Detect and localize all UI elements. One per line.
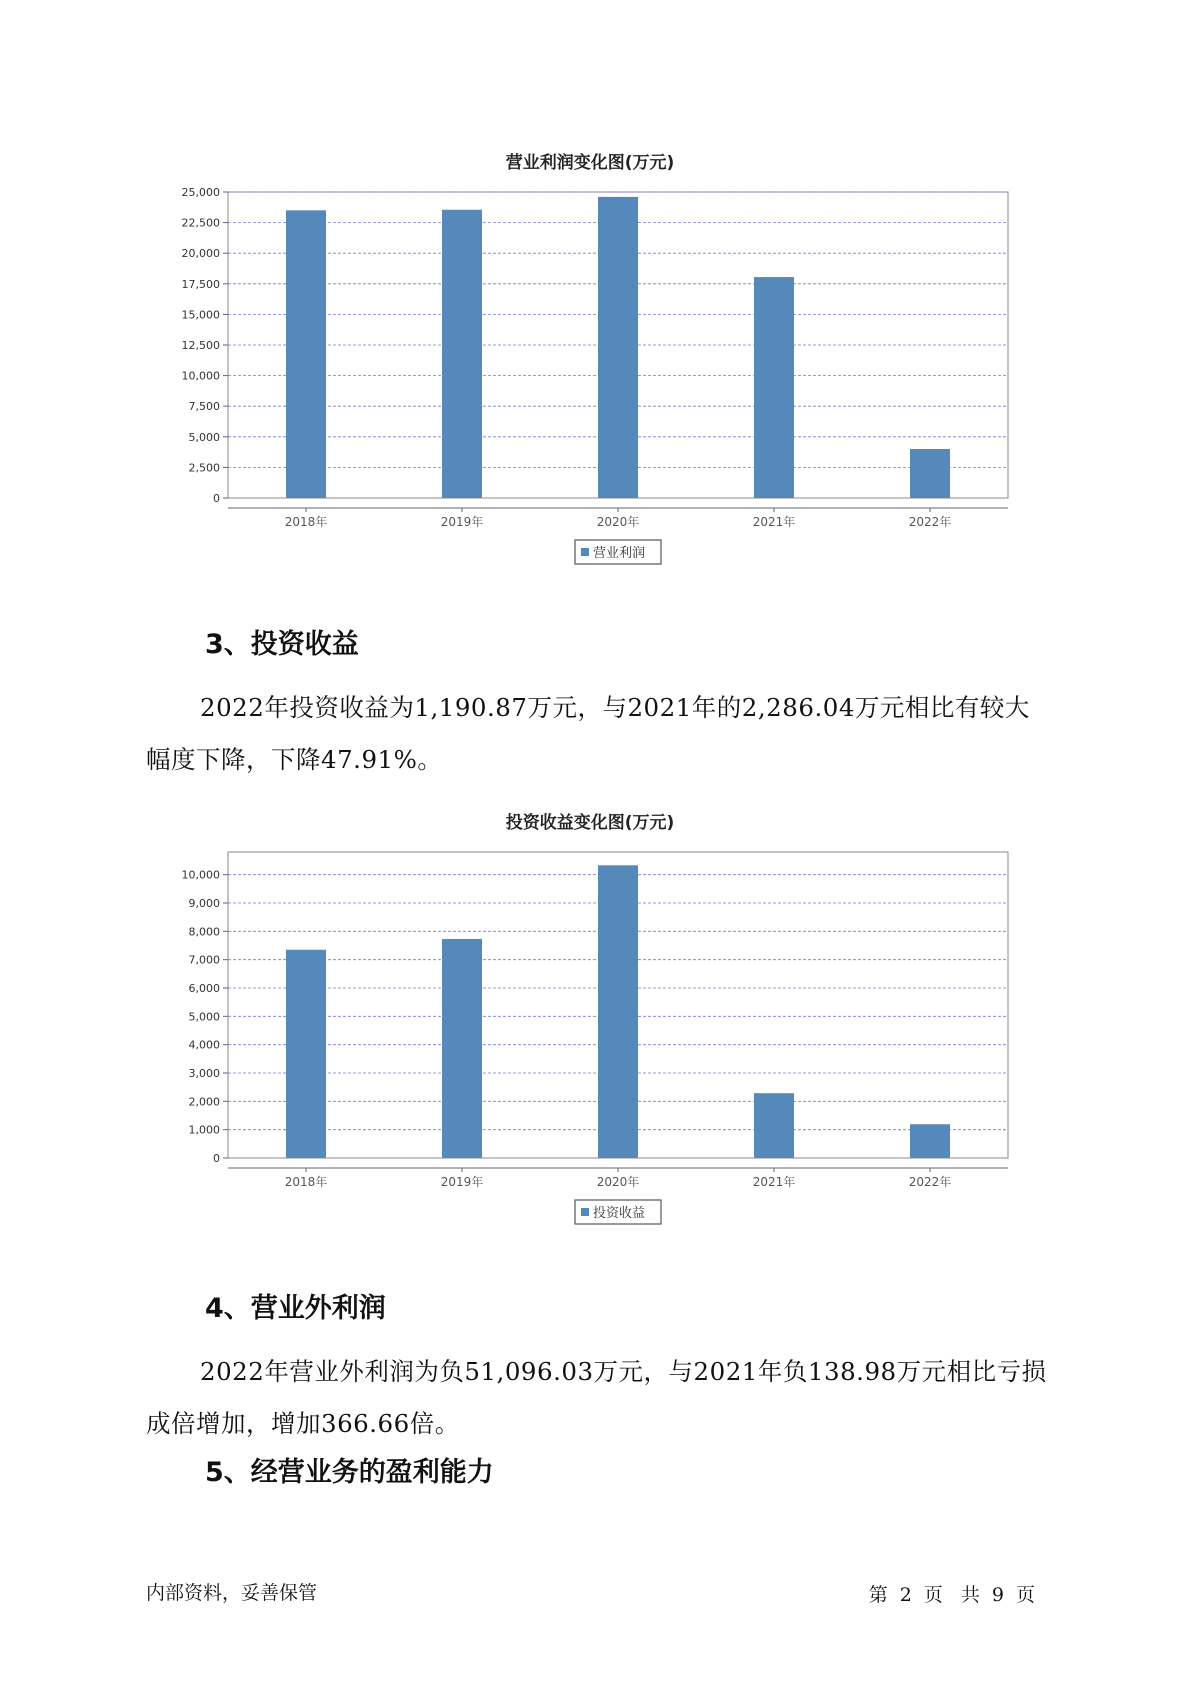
x-tick-label: 2019年: [440, 1175, 484, 1189]
page-number: [863, 1580, 1041, 1607]
y-tick-label: 3,000: [188, 1067, 220, 1080]
y-tick-label: 7,500: [188, 400, 220, 414]
x-tick-label: 2022年: [908, 515, 952, 529]
current-page: 2: [899, 1584, 912, 1606]
x-tick-label: 2020年: [596, 515, 640, 529]
bar: [910, 1124, 950, 1158]
bar: [910, 449, 950, 498]
y-tick-label: 7,000: [188, 953, 220, 967]
y-tick-label: 5,000: [188, 430, 220, 444]
chart-title: 营业利润变化图(万元): [505, 153, 675, 173]
y-tick-label: 4,000: [188, 1038, 220, 1052]
y-tick-label: 20,000: [181, 247, 220, 261]
section-4-text: 2022年营业外利润为负51,096.03万元，与2021年负138.98万元相比亏损成倍增加，增加366.66倍。: [146, 1357, 1047, 1438]
y-tick-label: 8,000: [188, 925, 220, 939]
y-tick-label: 2,500: [188, 461, 220, 475]
x-tick-label: 2018年: [284, 1175, 328, 1189]
operating-profit-chart-svg: [150, 180, 1030, 600]
bar: [598, 865, 638, 1158]
section-3-heading: 3、投资收益: [205, 629, 359, 660]
bar: [754, 277, 794, 498]
legend-swatch: [581, 1208, 589, 1216]
bar: [286, 210, 326, 498]
page-prefix: 第: [868, 1584, 888, 1606]
x-tick-label: 2020年: [596, 1175, 640, 1189]
legend-swatch: [581, 548, 589, 556]
y-tick-label: 9,000: [188, 897, 220, 910]
total-unit: 页: [1015, 1584, 1035, 1606]
y-tick-label: 5,000: [188, 1010, 220, 1024]
section-4-heading: 4、营业外利润: [205, 1293, 386, 1324]
y-tick-label: 22,500: [181, 216, 220, 230]
y-tick-label: 0: [213, 492, 220, 505]
y-tick-label: 6,000: [188, 982, 220, 995]
bar: [442, 939, 482, 1158]
investment-income-chart: [150, 800, 1030, 1260]
legend-label: 投资收益: [593, 1206, 646, 1221]
x-tick-label: 2022年: [908, 1175, 952, 1189]
legend-label: 营业利润: [593, 546, 646, 561]
bar: [754, 1093, 794, 1158]
x-tick-label: 2018年: [284, 515, 328, 529]
y-tick-label: 10,000: [181, 369, 220, 383]
total-prefix: 共: [960, 1584, 980, 1606]
bar: [598, 197, 638, 498]
y-tick-label: 1,000: [188, 1123, 220, 1137]
confidential-note: 内部资料，妥善保管: [146, 1582, 318, 1604]
y-tick-label: 0: [213, 1152, 220, 1165]
bar: [442, 210, 482, 498]
page-unit: 页: [923, 1584, 943, 1606]
investment-income-chart-svg: [150, 840, 1030, 1260]
y-tick-label: 25,000: [181, 186, 220, 199]
bar: [286, 950, 326, 1158]
operating-profit-chart: [150, 140, 1030, 600]
section-5-heading: 5、经营业务的盈利能力: [205, 1457, 494, 1488]
chart-title: 投资收益变化图(万元): [505, 813, 675, 833]
total-pages: 9: [991, 1584, 1004, 1606]
y-tick-label: 10,000: [181, 868, 220, 882]
x-tick-label: 2019年: [440, 515, 484, 529]
x-tick-label: 2021年: [752, 1175, 796, 1189]
x-tick-label: 2021年: [752, 515, 796, 529]
y-tick-label: 2,000: [188, 1095, 220, 1109]
y-tick-label: 15,000: [181, 308, 220, 322]
y-tick-label: 12,500: [181, 339, 220, 352]
y-tick-label: 17,500: [181, 277, 220, 291]
section-3-text: 2022年投资收益为1,190.87万元，与2021年的2,286.04万元相比有较大幅度下降，下降47.91%。: [146, 693, 1030, 774]
